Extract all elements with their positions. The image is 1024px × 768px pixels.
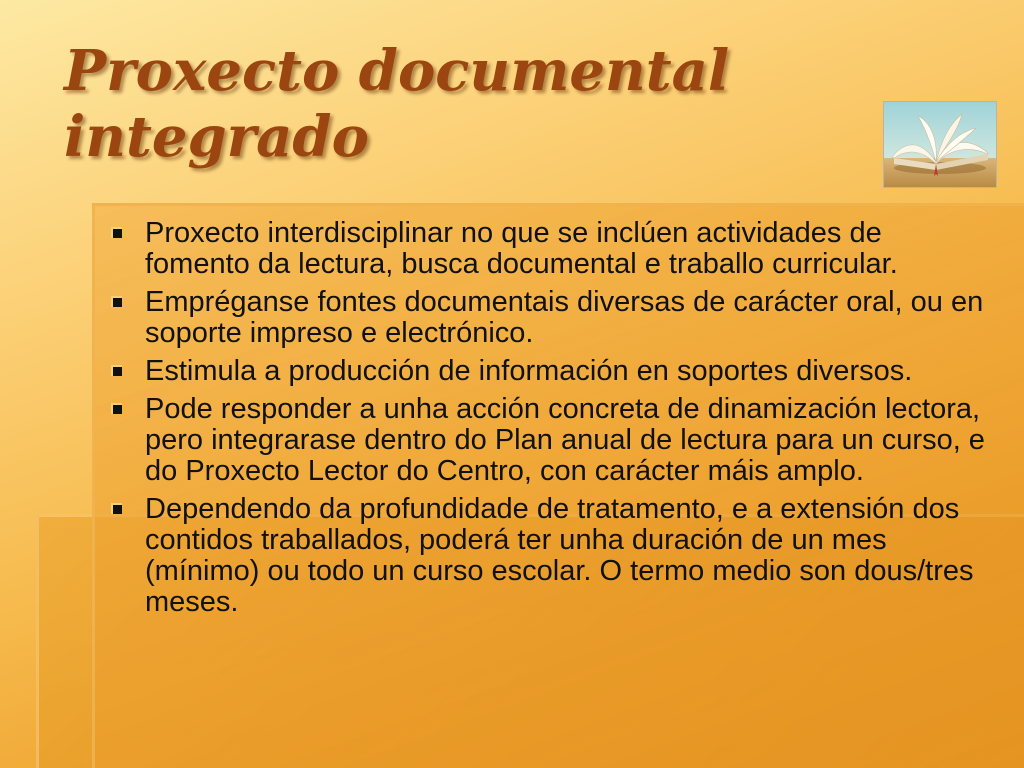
- bullet-text: Proxecto interdisciplinar no que se inclúen actividades de fomento da lectura, busca documental e traballo curricular.: [145, 217, 898, 280]
- bullet-text: Dependendo da profundidade de tratamento, e a extensión dos contidos traballados, poderá ter unha duración de un mes (mínimo) ou todo un curso escolar. O termo medio son dous/tres meses.: [145, 493, 974, 618]
- bullet-list: [104, 218, 994, 625]
- slide-title: [64, 38, 864, 170]
- bullet-item: [104, 287, 994, 349]
- bullet-item: [104, 356, 994, 387]
- title-line-2: integrado: [64, 104, 369, 170]
- bullet-text: Empréganse fontes documentais diversas de carácter oral, ou en soporte impreso e electrónico.: [145, 286, 984, 349]
- bullet-item: [104, 494, 994, 618]
- open-book-icon: [883, 101, 997, 188]
- square-bullet-icon: [111, 503, 122, 514]
- square-bullet-icon: [111, 403, 122, 414]
- bullet-text: Pode responder a unha acción concreta de dinamización lectora, pero integrarase dentro do Plan anual de lectura para un curso, e do Proxecto Lector do Centro, con carácter máis amplo.: [145, 393, 985, 487]
- square-bullet-icon: [111, 227, 122, 238]
- bullet-item: [104, 218, 994, 280]
- title-line-1: Proxecto documental: [64, 38, 730, 104]
- square-bullet-icon: [111, 296, 122, 307]
- bullet-text: Estimula a producción de información en soportes diversos.: [145, 355, 913, 387]
- square-bullet-icon: [111, 365, 122, 376]
- bullet-item: [104, 394, 994, 487]
